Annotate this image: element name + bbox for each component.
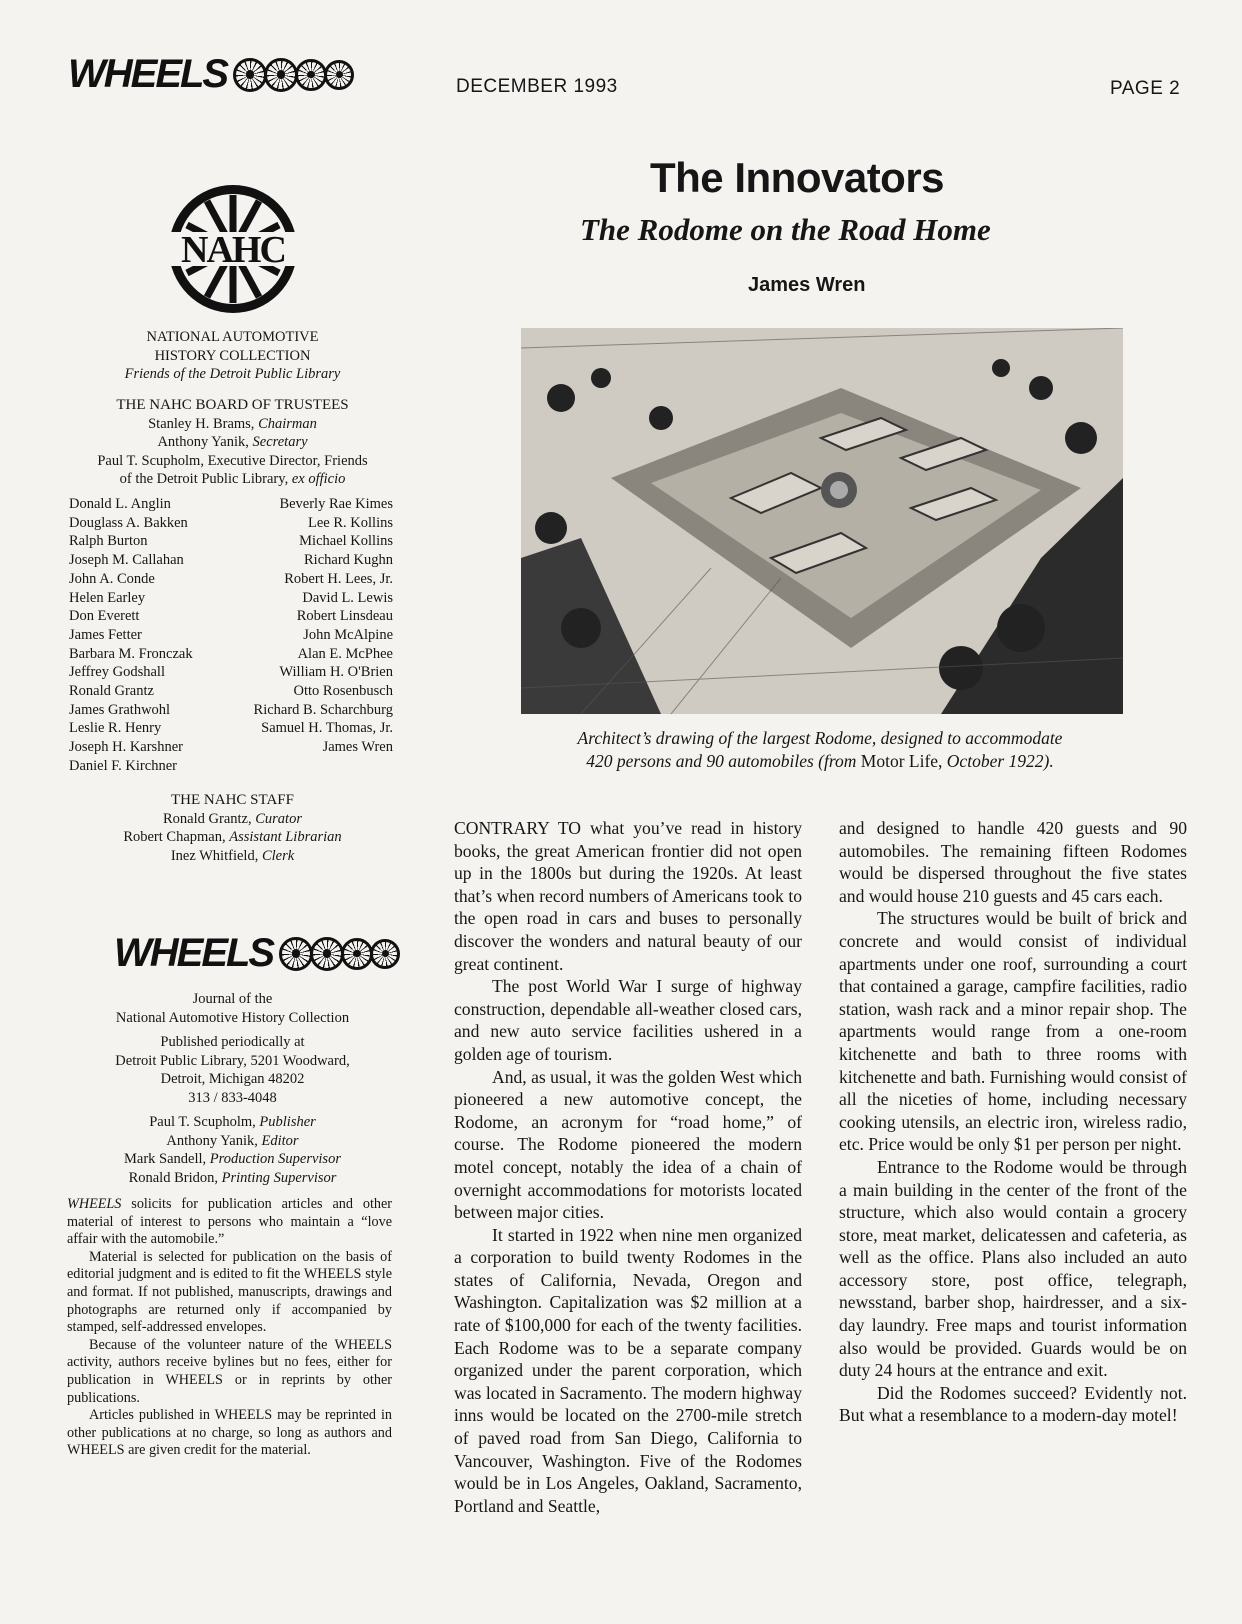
masthead-credit: Anthony Yanik, Editor xyxy=(166,1132,299,1149)
caption-source: Motor Life, xyxy=(860,751,943,771)
trustee-name: Jeffrey Godshall xyxy=(69,664,165,681)
trustee-name: Leslie R. Henry xyxy=(69,720,162,737)
trustee-list xyxy=(69,495,393,776)
trustee-name: Ronald Grantz xyxy=(69,683,154,700)
caption-line2: 420 persons and 90 automobiles (from Motor Life, October 1922). xyxy=(586,751,1054,771)
editorial-policy xyxy=(67,1196,392,1460)
trustee-name: Don Everett xyxy=(69,608,140,625)
wheels-journal-logo xyxy=(114,931,400,976)
article-column-1 xyxy=(454,817,802,1517)
article-author: James Wren xyxy=(748,274,866,296)
board-block xyxy=(60,396,405,489)
masthead-credit: Mark Sandell, Production Supervisor xyxy=(124,1151,341,1167)
article-paragraph: Did the Rodomes succeed? Evidently not. But what a resemblance to a modern-day motel! xyxy=(839,1382,1187,1426)
trustee-name: David L. Lewis xyxy=(302,589,393,606)
trustee-name: Joseph H. Karshner xyxy=(69,739,183,756)
org-block xyxy=(60,328,405,384)
trustee-name: Lee R. Kollins xyxy=(308,514,393,531)
wheel-icon xyxy=(310,937,344,971)
trustee-name: Robert Linsdeau xyxy=(296,608,393,625)
wheel-icon xyxy=(233,58,267,92)
trustee-name xyxy=(233,757,393,776)
pub-line: Detroit, Michigan 48202 xyxy=(160,1071,305,1087)
article-paragraph: CONTRARY TO what you’ve read in history books, the great American frontier did not open up in the 1800s but during the 1920s. At least that’s when record numbers of Americans took to the open road in cars and buses to personally discover the wonders and natural beauty of our great continent. xyxy=(454,818,802,974)
staff-member: Ronald Grantz, Curator xyxy=(163,810,302,827)
trustee-name: Samuel H. Thomas, Jr. xyxy=(261,720,393,737)
article-paragraph: and designed to handle 420 guests and 90 automobiles. The remaining fifteen Rodomes would be dispersed throughout the five states and would house 210 guests and 45 cars each. xyxy=(839,818,1187,906)
nahc-logo xyxy=(167,183,299,315)
trustee-name: Alan E. McPhee xyxy=(297,645,393,662)
journal-line: Journal of the xyxy=(192,991,273,1007)
org-affiliation: Friends of the Detroit Public Library xyxy=(124,366,341,382)
trustee-name: Richard B. Scharchburg xyxy=(253,701,393,718)
board-officer: Paul T. Scupholm, Executive Director, Friends xyxy=(97,452,368,469)
nahc-logo-text: NAHC xyxy=(181,229,285,271)
rodome-architect-drawing xyxy=(521,328,1123,714)
wheel-icon xyxy=(264,58,298,92)
trustee-name: Otto Rosenbusch xyxy=(293,683,393,700)
policy-paragraph: Articles published in WHEELS may be reprinted in other publications at no charge, so long as authors and WHEELS are given credit for the material. xyxy=(67,1407,392,1459)
board-officer: of the Detroit Public Library, ex officio xyxy=(119,471,346,487)
trustee-name: Helen Earley xyxy=(69,589,146,606)
policy-paragraph: WHEELS solicits for publication articles and other material of interest to persons who maintain a “love affair with the automobile.” xyxy=(67,1196,392,1248)
board-officer: Anthony Yanik, Secretary xyxy=(157,434,308,450)
journal-line: National Automotive History Collection xyxy=(115,1009,350,1026)
article-column-2 xyxy=(839,817,1187,1427)
trustee-name: Michael Kollins xyxy=(299,533,393,550)
article-paragraph: It started in 1922 when nine men organized a corporation to build twenty Rodomes in the states of California, Nevada, Oregon and Washington. Capitalization was $2 million at a rate of $100,000 for each of the twenty facilities. Each Rodome was to be a separate company organized under the parent corporation, which was located in Sacramento. The modern highway inns would be located on the 2700-mile stretch of paved road from San Diego, California to Vancouver, Washington. Five of the Rodomes would be in Los Angeles, Oakland, Sacramento, Portland and Seattle, xyxy=(454,1224,802,1516)
wheel-icon xyxy=(279,937,313,971)
trustee-name: Richard Kughn xyxy=(304,552,393,569)
issue-date: DECEMBER 1993 xyxy=(456,76,618,97)
article-paragraph: And, as usual, it was the golden West which pioneered a new automotive concept, the Rodome, an acronym for “road home,” of course. The Rodome pioneered the modern motel concept, notably the idea of a chain of overnight accommodations for motorists located between major cities. xyxy=(454,1066,803,1223)
staff-member: Inez Whitfield, Clerk xyxy=(170,847,295,864)
trustee-name: Robert H. Lees, Jr. xyxy=(284,570,393,587)
pub-line: Detroit Public Library, 5201 Woodward, xyxy=(115,1052,350,1069)
wheels-logo-text: WHEELS xyxy=(114,931,274,975)
trustee-name: Joseph M. Callahan xyxy=(69,552,184,569)
trustee-name: Ralph Burton xyxy=(69,533,148,550)
wheel-icon xyxy=(295,59,327,91)
masthead-credit: Ronald Bridon, Printing Supervisor xyxy=(128,1169,337,1186)
wheels-masthead-logo xyxy=(68,52,354,97)
article-subtitle: The Rodome on the Road Home xyxy=(580,212,991,247)
staff-block xyxy=(60,791,405,865)
wheel-icon xyxy=(324,60,354,90)
wheel-icon xyxy=(341,938,373,970)
trustee-name: Barbara M. Fronczak xyxy=(69,645,193,662)
trustee-name: John McAlpine xyxy=(303,626,393,643)
journal-block xyxy=(60,990,405,1187)
trustee-name: Beverly Rae Kimes xyxy=(279,496,393,512)
wheels-logo-text: WHEELS xyxy=(68,52,228,96)
board-officer: Stanley H. Brams, Chairman xyxy=(148,415,317,432)
trustee-name: James Grathwohl xyxy=(69,701,171,718)
pub-line: 313 / 833-4048 xyxy=(188,1089,277,1106)
trustee-name: Donald L. Anglin xyxy=(69,496,171,512)
org-name-line2: HISTORY COLLECTION xyxy=(154,347,311,364)
article-paragraph: The structures would be built of brick and concrete and would consist of individual apartments under one roof, surrounding a court that contained a garage, campfire facilities, radio station, wash rack and a minor repair shop. The apartments would range from a one-room kitchenette and bath to three rooms with kitchenette and bath. Furnishing would consist of all the niceties of home, including necessary cooking utensils, an electric iron, wireless radio, etc. Price would be only $1 per person per night. xyxy=(839,908,1187,1155)
trustee-name: Douglass A. Bakken xyxy=(69,514,188,531)
staff-member: Robert Chapman, Assistant Librarian xyxy=(123,829,342,845)
policy-paragraph: Because of the volunteer nature of the WHEELS activity, authors receive bylines but no fees, either for publication in WHEELS or in reprints by other publications. xyxy=(67,1336,392,1406)
trustee-name: Daniel F. Kirchner xyxy=(69,757,177,774)
caption-line1: Architect’s drawing of the largest Rodome, designed to accommodate xyxy=(577,728,1063,748)
trustee-name: John A. Conde xyxy=(69,570,155,587)
staff-heading: THE NAHC STAFF xyxy=(171,792,294,808)
policy-paragraph: Material is selected for publication on the basis of editorial judgment and is edited to fit the WHEELS style and format. If not published, manuscripts, drawings and photographs are returned only if accompanied by stamped, self-addressed envelopes. xyxy=(67,1248,392,1336)
page-number: PAGE 2 xyxy=(1110,78,1181,99)
trustee-name: James Fetter xyxy=(69,626,142,643)
trustee-name: James Wren xyxy=(322,739,393,756)
wheel-icon xyxy=(370,939,400,969)
article-title: The Innovators xyxy=(650,154,945,201)
masthead-credit: Paul T. Scupholm, Publisher xyxy=(149,1114,316,1130)
article-paragraph: The post World War I surge of highway construction, dependable all-weather closed cars, and new auto service facilities ushered in a golden age of tourism. xyxy=(454,976,802,1064)
article-paragraph: Entrance to the Rodome would be through a main building in the center of the front of the structure, which also would contain a grocery store, meat market, delicatessen and cafeteria, as well as the office. Plans also included an auto accessory store, post office, telegraph, newsstand, barber shop, hairdresser, and a six-day laundry. Free maps and tourist information also would be provided. Guards would be on duty 24 hours at the entrance and exit. xyxy=(839,1156,1187,1381)
figure-caption xyxy=(500,727,1140,773)
pub-line: Published periodically at xyxy=(160,1034,305,1050)
trustee-name: William H. O'Brien xyxy=(279,664,393,681)
board-heading: THE NAHC BOARD OF TRUSTEES xyxy=(116,397,349,413)
org-name-line1: NATIONAL AUTOMOTIVE xyxy=(146,329,319,345)
